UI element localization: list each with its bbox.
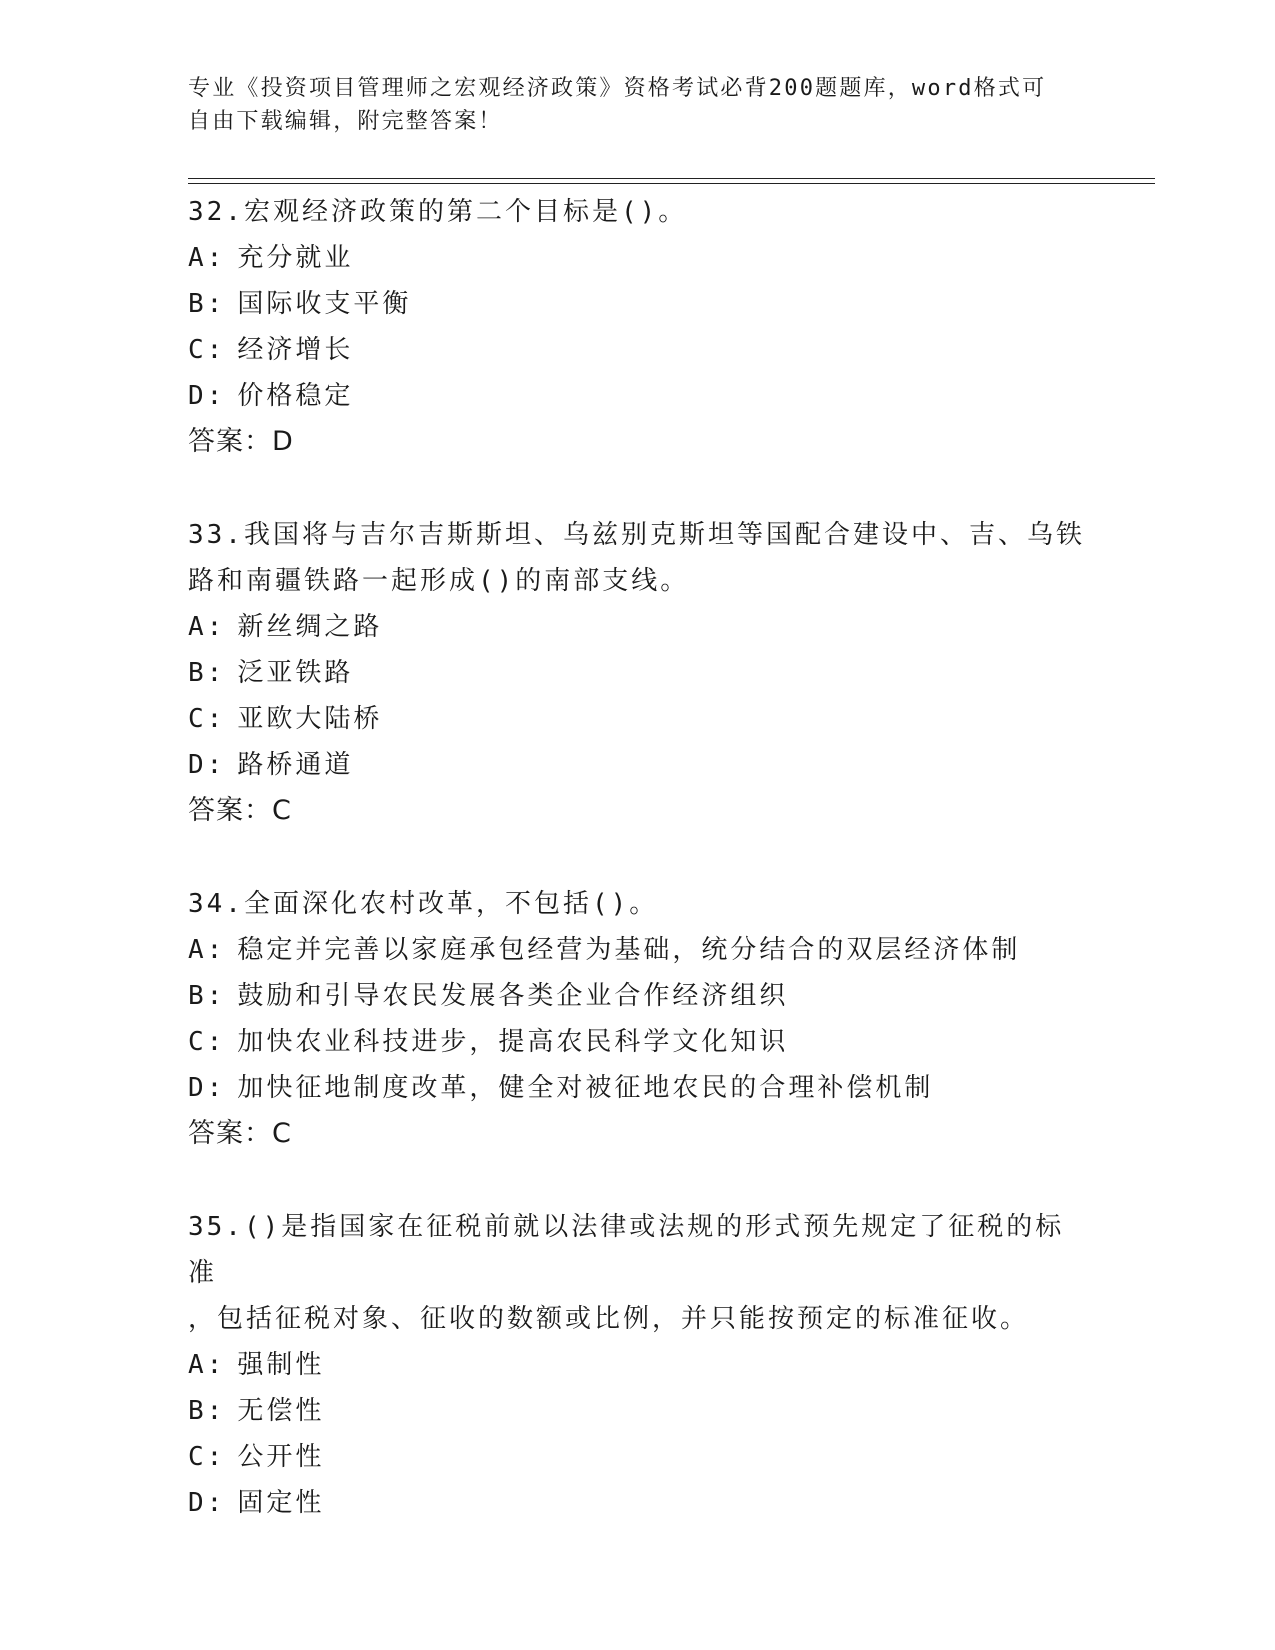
option-label: B: <box>188 289 226 319</box>
option-label: A: <box>188 1350 226 1380</box>
option-text: 充分就业 <box>237 243 354 273</box>
option-text: 新丝绸之路 <box>237 612 383 642</box>
option-text: 亚欧大陆桥 <box>237 704 383 734</box>
option-b <box>188 1388 1088 1434</box>
option-text: 国际收支平衡 <box>237 289 412 319</box>
option-label: B: <box>188 1396 226 1426</box>
option-label: C: <box>188 1027 226 1057</box>
option-c <box>188 327 1088 373</box>
option-text: 加快征地制度改革，健全对被征地农民的合理补偿机制 <box>237 1073 934 1103</box>
header-line-2: 自由下载编辑，附完整答案！ <box>188 109 503 134</box>
stem-line: 32.宏观经济政策的第二个目标是()。 <box>188 197 688 227</box>
stem-line: 34.全面深化农村改革，不包括()。 <box>188 889 659 919</box>
stem-line: 路和南疆铁路一起形成()的南部支线。 <box>188 566 690 596</box>
option-c <box>188 1434 1088 1480</box>
header-divider-bottom <box>188 183 1155 184</box>
option-b <box>188 650 1088 696</box>
option-text: 价格稳定 <box>237 381 354 411</box>
option-text: 加快农业科技进步，提高农民科学文化知识 <box>237 1027 789 1057</box>
option-text: 经济增长 <box>237 335 354 365</box>
option-label: C: <box>188 1442 226 1472</box>
question-stem <box>188 512 1088 604</box>
option-label: D: <box>188 1073 226 1103</box>
option-label: D: <box>188 750 226 780</box>
option-text: 鼓励和引导农民发展各类企业合作经济组织 <box>237 981 789 1011</box>
stem-line: 35.()是指国家在征税前就以法律或法规的形式预先规定了征税的标准 <box>188 1212 1065 1288</box>
header-line-1: 专业《投资项目管理师之宏观经济政策》资格考试必背200题题库，word格式可 <box>188 76 1047 101</box>
option-c <box>188 696 1088 742</box>
option-text: 泛亚铁路 <box>237 658 354 688</box>
option-d <box>188 1480 1088 1526</box>
option-label: A: <box>188 612 226 642</box>
header-divider-top <box>188 178 1155 179</box>
option-label: C: <box>188 335 226 365</box>
option-label: A: <box>188 935 226 965</box>
answer-line: 答案：C <box>188 1118 292 1149</box>
option-label: A: <box>188 243 226 273</box>
question-32 <box>188 189 1088 465</box>
option-d <box>188 373 1088 419</box>
option-label: B: <box>188 981 226 1011</box>
option-text: 稳定并完善以家庭承包经营为基础，统分结合的双层经济体制 <box>237 935 1021 965</box>
question-stem <box>188 189 1088 235</box>
option-text: 固定性 <box>237 1488 325 1518</box>
option-label: D: <box>188 381 226 411</box>
option-a <box>188 235 1088 281</box>
question-35 <box>188 1204 1088 1526</box>
option-d <box>188 742 1088 788</box>
question-34 <box>188 881 1088 1157</box>
stem-line: 33.我国将与吉尔吉斯斯坦、乌兹别克斯坦等国配合建设中、吉、乌铁 <box>188 520 1085 550</box>
question-33 <box>188 512 1088 834</box>
stem-line: ，包括征税对象、征收的数额或比例，并只能按预定的标准征收。 <box>188 1304 1030 1334</box>
option-a <box>188 927 1088 973</box>
question-list <box>188 189 1088 1573</box>
option-label: C: <box>188 704 226 734</box>
option-a <box>188 1342 1088 1388</box>
option-text: 强制性 <box>237 1350 325 1380</box>
option-c <box>188 1019 1088 1065</box>
option-b <box>188 973 1088 1019</box>
option-text: 路桥通道 <box>237 750 354 780</box>
option-b <box>188 281 1088 327</box>
option-d <box>188 1065 1088 1111</box>
question-stem <box>188 1204 1088 1342</box>
question-stem <box>188 881 1088 927</box>
option-a <box>188 604 1088 650</box>
option-text: 无偿性 <box>237 1396 325 1426</box>
document-header <box>188 72 1068 138</box>
answer-line: 答案：C <box>188 795 292 826</box>
answer-line: 答案：D <box>188 426 294 457</box>
option-label: B: <box>188 658 226 688</box>
option-text: 公开性 <box>237 1442 325 1472</box>
option-label: D: <box>188 1488 226 1518</box>
